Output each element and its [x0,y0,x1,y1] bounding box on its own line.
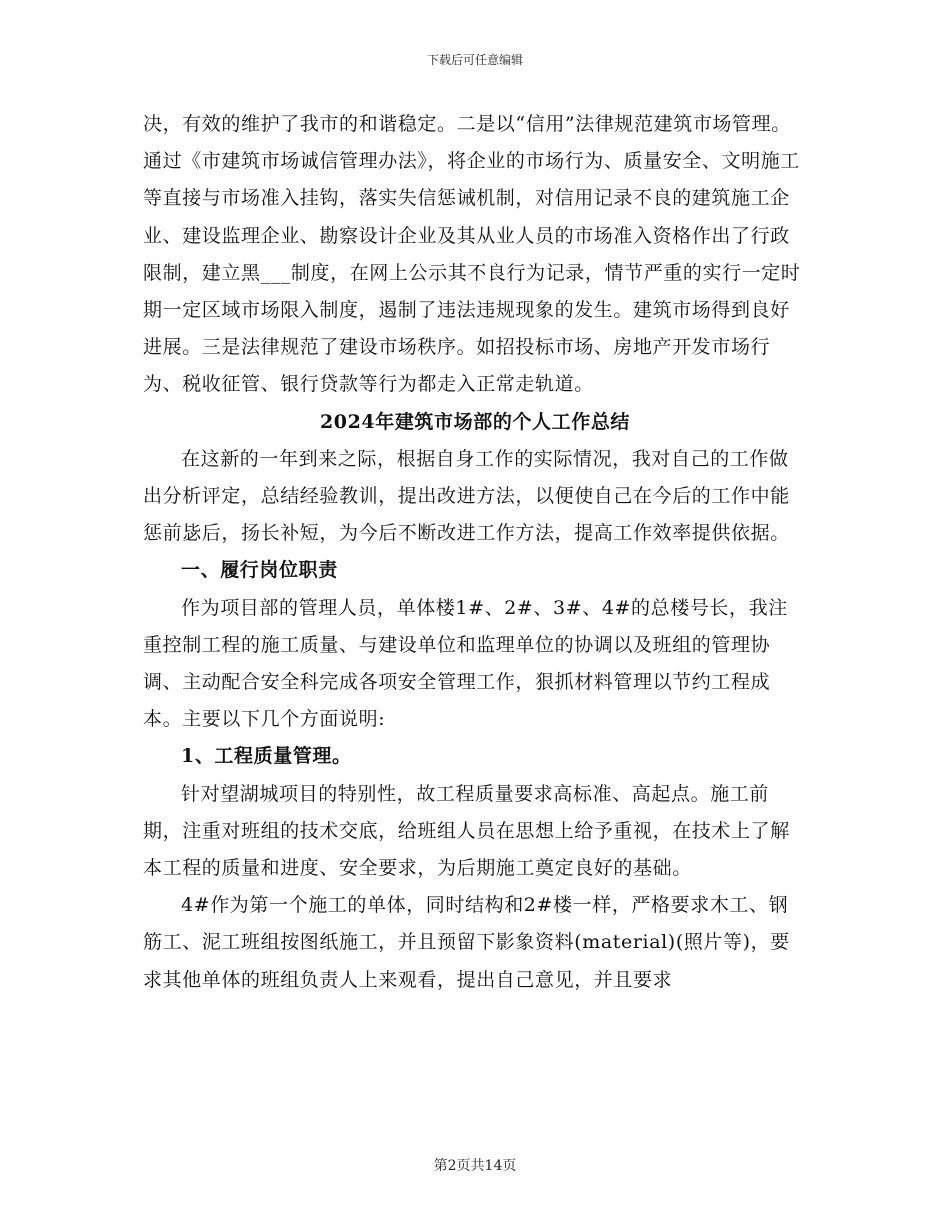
document-body [143,106,807,999]
body-paragraph: 4#作为第一个施工的单体，同时结构和2#楼一样，严格要求木工、钢筋工、泥工班组按图纸施工，并且预留下影象资料(material)(照片等)，要求其他单体的班组负责人上来观看，提出自己意见，并且要求 [143,894,790,991]
body-paragraph: 针对望湖城项目的特别性，故工程质量要求高标准、高起点。施工前期，注重对班组的技术交底，给班组人员在思想上给予重视，在技术上了解本工程的质量和进度、安全要求，为后期施工奠定良好的基础。 [143,782,790,880]
page-header: 下载后可任意编辑 [426,53,523,67]
section-heading: 一、履行岗位职责 [181,559,338,582]
subsection-heading: 1、工程质量管理。 [181,745,352,768]
section-title: 2024年建筑市场部的个人工作总结 [319,410,631,433]
body-paragraph: 决，有效的维护了我市的和谐稳定。二是以“信用”法律规范建筑市场管理。通过《市建筑市场诚信管理办法》，将企业的市场行为、质量安全、文明施工等直接与市场准入挂钩，落实失信惩诫机制，对信用记录不良的建筑施工企业、建设监理企业、勘察设计企业及其从业人员的市场准入资格作出了行政限制，建立黑___制度，在网上公示其不良行为记录，情节严重的实行一定时期一定区域市场限入制度，遏制了违法违规现象的发生。建筑市场得到良好进展。三是法律规范了建设市场秩序。如招投标市场、房地产开发市场行为、税收征管、银行贷款等行为都走入正常走轨道。 [143,113,801,396]
body-paragraph: 在这新的一年到来之际，根据自身工作的实际情况，我对自己的工作做出分析评定，总结经验教训，提出改进方法，以便使自己在今后的工作中能惩前毖后，扬长补短，为今后不断改进工作方法，提高工作效率提供依据。 [143,447,790,545]
page-footer: 第2页共14页 [433,1158,517,1174]
body-paragraph: 作为项目部的管理人员，单体楼1#、2#、3#、4#的总楼号长，我注重控制工程的施工质量、与建设单位和监理单位的协调以及班组的管理协调、主动配合安全科完成各项安全管理工作，狠抓材料管理以节约工程成本。主要以下几个方面说明: [143,596,788,731]
